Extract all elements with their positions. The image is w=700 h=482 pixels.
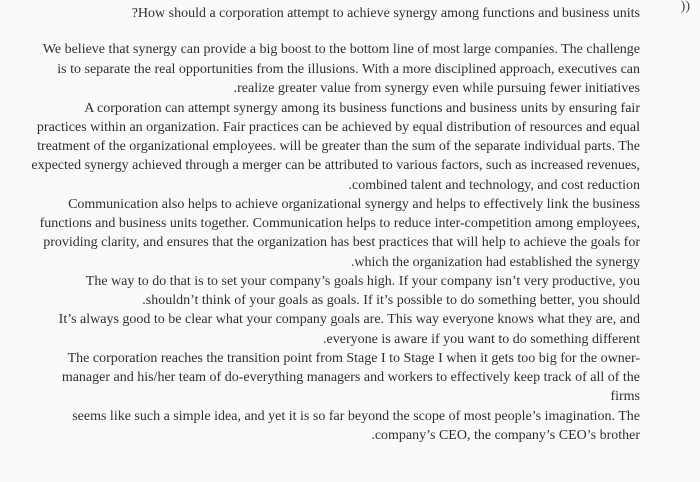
paragraph-line: It’s always good to be clear what your company goals are. This way everyone knows what they are, and [58,312,640,327]
paragraph-line: functions and business units together. Communication helps to reduce inter-competition among employees, [39,216,640,231]
paragraph-line: expected synergy achieved through a merger can be attributed to various factors, such as increased revenues, [31,158,640,173]
corner-mark: )) [680,0,690,14]
paragraph-line: is to separate the real opportunities from the illusions. With a more disciplined approach, executives can [57,62,640,77]
question-title: ?How should a corporation attempt to achieve synergy among functions and business units [131,6,640,21]
paragraph-line: A corporation can attempt synergy among its business functions and business units by ensuring fair [84,101,640,116]
paragraph-line: The way to do that is to set your company’s goals high. If your company isn’t very productive, you [85,274,640,289]
paragraph-line: providing clarity, and ensures that the organization has best practices that will help to achieve the goals for [43,235,640,250]
paragraph-line: We believe that synergy can provide a big boost to the bottom line of most large companies. The challenge [42,42,640,57]
paragraph-line: seems like such a simple idea, and yet it is so far beyond the scope of most people’s imagination. The [72,409,640,424]
paragraph-line: .company’s CEO, the company’s CEO’s brother [371,428,640,443]
paragraph-line: The corporation reaches the transition point from Stage I to Stage I when it gets too big for the owner- [67,351,640,366]
paragraph-line: manager and his/her team of do-everything managers and workers to effectively keep track of all of the [61,370,640,385]
paragraph-line: .combined talent and technology, and cost reduction [348,178,640,193]
paragraph-line: practices within an organization. Fair practices can be achieved by equal distribution of resources and equal [36,120,640,135]
paragraph-line: treatment of the organizational employees. will be greater than the sum of the separate individual parts. The [37,139,640,154]
paragraph-line: firms [610,389,640,404]
paragraph-line: .everyone is aware if you want to do something different [323,332,640,347]
paragraph-line: .realize greater value from synergy even while pursuing fewer initiatives [233,81,640,96]
paragraph-line: .shouldn’t think of your goals as goals. If it’s possible to do something better, you should [142,293,640,308]
paragraph-line: Communication also helps to achieve organizational synergy and helps to effectively link the business [68,197,640,212]
paragraph-line: .which the organization had established the synergy [350,255,640,270]
